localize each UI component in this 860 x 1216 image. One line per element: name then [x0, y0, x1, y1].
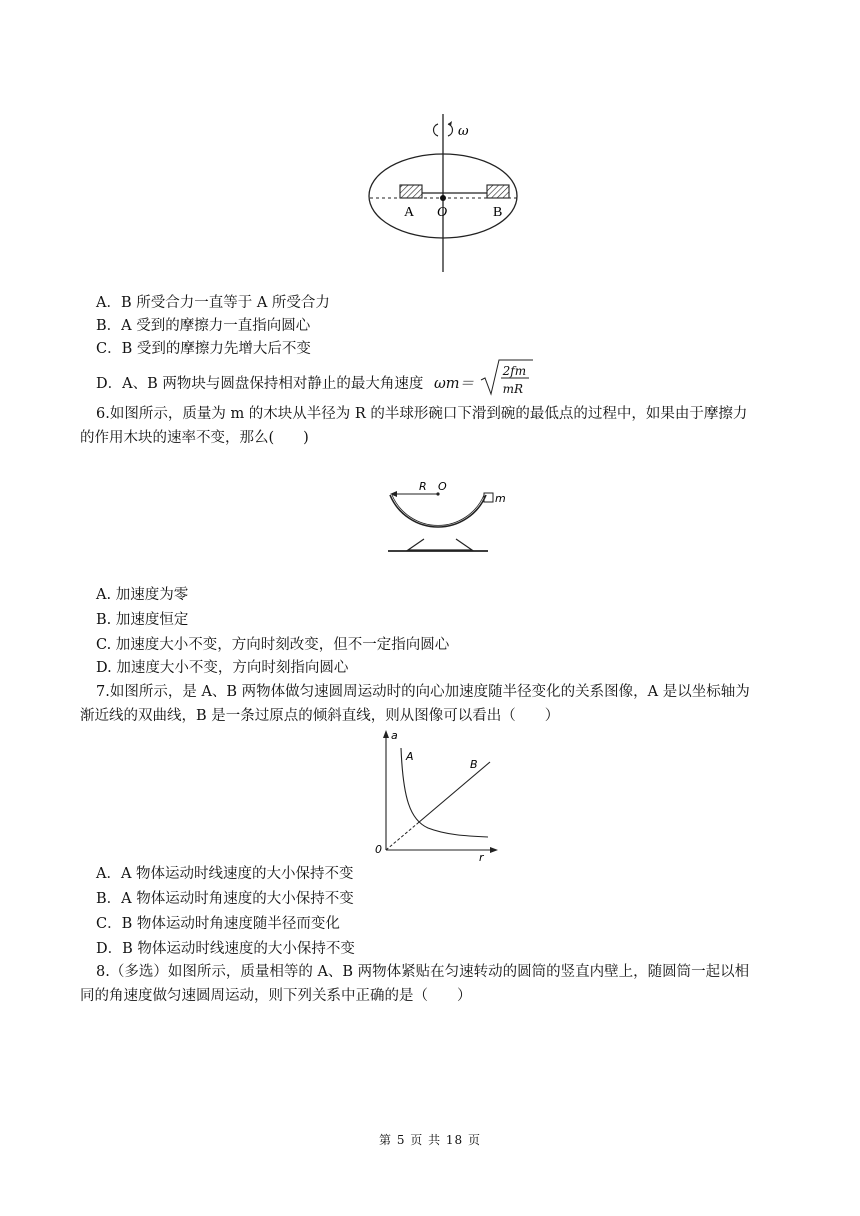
q6-option-c: C. 加速度大小不变，方向时刻改变，但不一定指向圆心 — [96, 637, 450, 653]
omega-m-symbol: ωm＝ — [433, 376, 475, 392]
axis-x-label: r — [479, 851, 484, 862]
q7-option-d: D．B 物体运动时线速度的大小保持不变 — [96, 941, 355, 957]
line-b-solid — [418, 762, 490, 823]
q5-option-a: A．B 所受合力一直等于 A 所受合力 — [96, 295, 330, 311]
q8-stem-line1: 8.（多选）如图所示，质量相等的 A、B 两物体紧贴在匀速转动的圆筒的竖直内壁上，随圆筒一起以相 — [96, 964, 750, 980]
axis-y-label: a — [391, 729, 398, 742]
q7-option-a: A．A 物体运动时线速度的大小保持不变 — [96, 866, 354, 882]
q5-option-d-text: D．A、B 两物块与圆盘保持相对静止的最大角速度 — [96, 376, 424, 392]
curve-a-label: A — [406, 750, 414, 763]
label-b: B — [493, 205, 503, 220]
q5-option-c: C．B 受到的摩擦力先增大后不变 — [96, 341, 311, 357]
sqrt-formula — [479, 358, 533, 398]
q5-option-d — [96, 364, 533, 404]
formula-numerator: 2fm — [502, 364, 527, 378]
rotating-disk-figure — [362, 112, 532, 274]
y-axis-arrow-icon — [383, 730, 389, 738]
label-m: m — [495, 492, 506, 505]
x-axis-arrow-icon — [490, 847, 498, 853]
line-b-label: B — [470, 758, 478, 771]
origin-label: 0 — [375, 843, 382, 856]
q7-stem-line1: 7.如图所示，是 A、B 两物体做匀速圆周运动时的向心加速度随半径变化的关系图像，A 是以坐标轴为 — [96, 684, 750, 700]
label-o: O — [438, 480, 447, 493]
block-a — [400, 185, 422, 198]
q5-option-b: B．A 受到的摩擦力一直指向圆心 — [96, 318, 311, 334]
q6-option-b: B. 加速度恒定 — [96, 612, 189, 628]
label-a: A — [404, 205, 415, 220]
q6-option-d: D. 加速度大小不变，方向时刻指向圆心 — [96, 660, 349, 676]
q7-option-b: B．A 物体运动时角速度的大小保持不变 — [96, 891, 354, 907]
q7-option-c: C．B 物体运动时角速度随半径而变化 — [96, 916, 340, 932]
omega-label: ω — [458, 124, 469, 139]
center-dot — [440, 195, 446, 201]
label-r: R — [419, 480, 427, 493]
q7-stem-line2: 渐近线的双曲线，B 是一条过原点的倾斜直线，则从图像可以看出（ ） — [80, 708, 560, 724]
formula-denominator: mR — [502, 382, 524, 396]
hemisphere-bowl-figure — [378, 478, 508, 554]
q8-stem-line2: 同的角速度做匀速圆周运动，则下列关系中正确的是（ ） — [80, 988, 472, 1004]
page-footer: 第 5 页 共 18 页 — [379, 1133, 481, 1147]
q6-stem-line1: 6.如图所示，质量为 m 的木块从半径为 R 的半球形碗口下滑到碗的最低点的过程中，如果由于摩擦力 — [96, 406, 748, 422]
q6-stem-line2: 的作用木块的速率不变，那么( ) — [80, 430, 309, 446]
bowl-outline — [390, 495, 486, 527]
q6-option-a: A. 加速度为零 — [96, 587, 189, 603]
block-b — [487, 185, 509, 198]
line-b-dashed — [386, 823, 418, 850]
label-o: O — [437, 205, 448, 220]
bowl-stand — [408, 539, 472, 550]
acceleration-radius-graph — [370, 728, 500, 862]
